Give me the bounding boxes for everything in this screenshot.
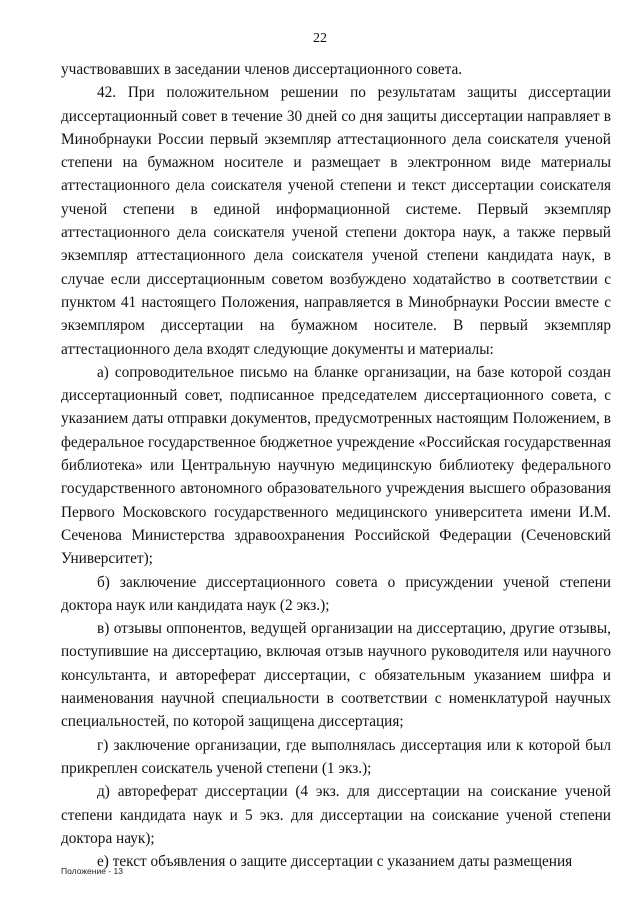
paragraph-item-d: д) автореферат диссертации (4 экз. для диссертации на соискание ученой степени кандидата наук и 5 экз. для диссертации на соискание ученой степени доктора наук);: [61, 783, 611, 847]
paragraph-clause-42: 42. При положительном решении по результатам защиты диссертации диссертационный совет в течение 30 дней со дня защиты диссертации направляет в Минобрнауки России первый экземпляр аттестационного дела соискателя ученой степени на бумажном носителе и размещает в электронном виде материалы аттестационного дела соискателя ученой степени и текст диссертации соискателя ученой степени в единой информационной системе. Первый экземпляр аттестационного дела соискателя ученой степени доктора наук, а также первый экземпляр аттестационного дела соискателя ученой степени кандидата наук, в случае если диссертационным советом возбуждено ходатайство в соответствии с пунктом 41 настоящего Положения, направляется в Минобрнауки России вместе с экземпляром диссертации на бумажном носителе. В первый экземпляр аттестационного дела входят следующие документы и материалы:: [61, 84, 611, 358]
paragraph-item-g: г) заключение организации, где выполнялась диссертация или к которой был прикреплен соискатель ученой степени (1 экз.);: [61, 736, 611, 777]
document-body: [61, 58, 611, 873]
paragraph-item-a: а) сопроводительное письмо на бланке организации, на базе которой создан диссертационный совет, подписанное председателем диссертационного совета, с указанием даты отправки документов, предусмотренных настоящим Положением, в федеральное государственное бюджетное учреждение «Российская государственная библиотека» или Центральную научную медицинскую библиотеку федерального государственного автономного образовательного учреждения высшего образования Первого Московского государственного медицинского университета имени И.М. Сеченова Министерства здравоохранения Российской Федерации (Сеченовский Университет);: [61, 363, 611, 568]
page-number: 22: [313, 31, 327, 46]
paragraph-item-e: е) текст объявления о защите диссертации с указанием даты размещения: [97, 853, 573, 871]
paragraph-item-v: в) отзывы оппонентов, ведущей организации на диссертацию, другие отзывы, поступившие на диссертацию, включая отзыв научного руководителя или научного консультанта, и автореферат диссертации, с обязательным указанием шифра и наименования научной специальности в соответствии с номенклатурой научных специальностей, по которой защищена диссертация;: [61, 620, 611, 731]
page-footer: Положение - 13: [61, 866, 123, 876]
paragraph-item-b: б) заключение диссертационного совета о присуждении ученой степени доктора наук или кандидата наук (2 экз.);: [61, 573, 611, 614]
paragraph-continuation: участвовавших в заседании членов диссертационного совета.: [61, 61, 463, 78]
